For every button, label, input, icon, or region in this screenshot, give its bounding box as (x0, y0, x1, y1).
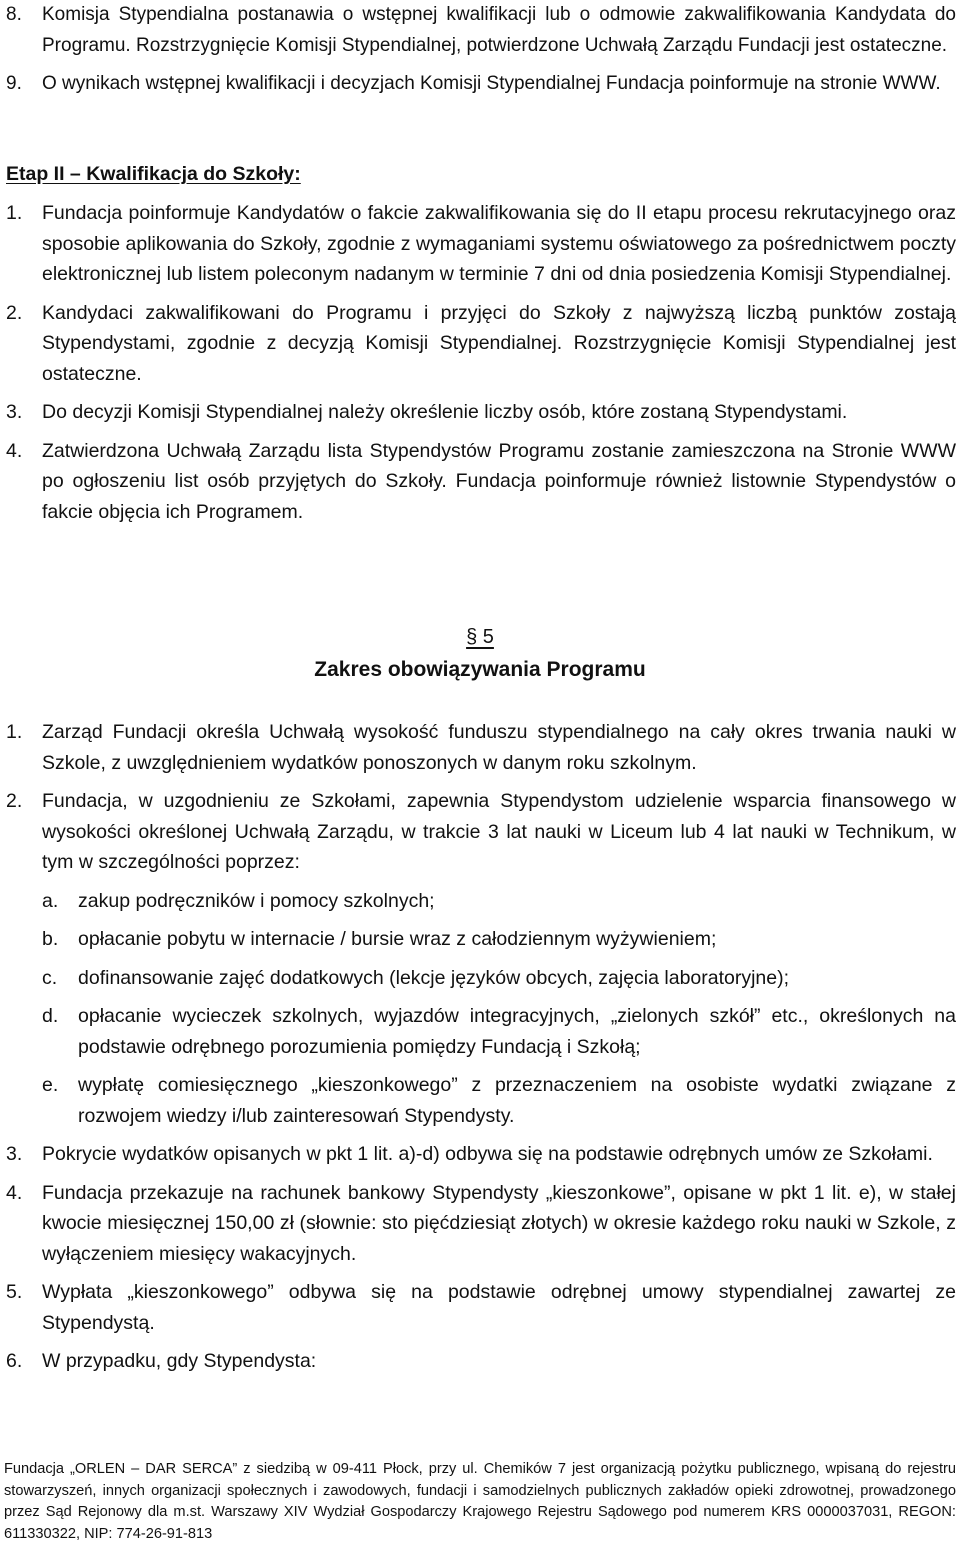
item-text: Fundacja poinformuje Kandydatów o fakcie zakwalifikowania się do II etapu procesu rekrutacyjnego oraz sposobie aplikowania do Szkoły, zgodnie z wymaganiami systemu oświatowego za pośrednictwem poczty elektronicznej lub listem poleconym nadanym w terminie 7 dni od dnia posiedzenia Komisji Stypendialnej. (42, 202, 956, 285)
item-text: O wynikach wstępnej kwalifikacji i decyzjach Komisji Stypendialnej Fundacja poinformuje na stronie WWW. (42, 73, 941, 94)
item-number: 1. (6, 202, 23, 224)
item-text: Fundacja, w uzgodnieniu ze Szkołami, zapewnia Stypendystom udzielenie wsparcia finansowego w wysokości określonej Uchwałą Zarządu, w trakcie 3 lat nauki w Liceum lub 4 lat nauki w Technikum, w tym w szczególności poprzez: (42, 790, 956, 873)
list-item (6, 1139, 956, 1170)
item-text: opłacanie wycieczek szkolnych, wyjazdów integracyjnych, „zielonych szkół” etc., określonych na podstawie odrębnego porozumienia pomiędzy Fundacją i Szkołą; (78, 1005, 956, 1058)
item-text: wypłatę comiesięcznego „kieszonkowego” z przeznaczeniem na osobiste wydatki związane z rozwojem wiedzy i/lub zainteresowań Stypendysty. (78, 1074, 956, 1127)
list-item (6, 198, 956, 290)
item-text: Zatwierdzona Uchwałą Zarządu lista Stypendystów Programu zostanie zamieszczona na Stronie WWW po ogłoszeniu list osób przyjętych do Szkoły. Fundacja poinformuje również listownie Stypendystów o fakcie objęcia ich Programem. (42, 439, 956, 523)
stage-heading: Etap II – Kwalifikacja do Szkoły: (6, 163, 301, 185)
section-sign: § 5 (466, 626, 494, 648)
item-letter: a. (42, 889, 59, 912)
list-item (6, 397, 956, 428)
top-list (6, 0, 956, 100)
item-number: 3. (6, 1143, 23, 1165)
item-text: Kandydaci zakwalifikowani do Programu i przyjęci do Szkoły z najwyższą liczbą punktów zostają Stypendystami, zgodnie z decyzją Komisji Stypendialnej. Rozstrzygnięcie Komisji Stypendialnej jest ostateczne. (42, 301, 956, 385)
item-number: 5. (6, 1281, 23, 1303)
item-number: 9. (6, 73, 22, 94)
section-list (6, 717, 956, 1377)
list-item-8 (6, 0, 956, 61)
item-number: 2. (6, 790, 23, 812)
item-text: Pokrycie wydatków opisanych w pkt 1 lit. a)-d) odbywa się na podstawie odrębnych umów ze Szkołami. (42, 1143, 933, 1165)
list-item (6, 1178, 956, 1270)
list-item (6, 786, 956, 878)
item-text: W przypadku, gdy Stypendysta: (42, 1350, 317, 1372)
item-number: 6. (6, 1350, 23, 1372)
item-number: 1. (6, 721, 23, 743)
item-letter: e. (42, 1074, 59, 1096)
item-number: 8. (6, 4, 22, 25)
item-number: 3. (6, 401, 23, 423)
sub-list-item (6, 963, 956, 994)
item-text: Zarząd Fundacji określa Uchwałą wysokość funduszu stypendialnego na cały okres trwania nauki w Szkole, z uwzględnieniem wydatków ponoszonych w danym roku szkolnym. (42, 721, 956, 774)
list-item (6, 717, 956, 778)
sub-list-item (6, 1070, 956, 1131)
item-text: Wypłata „kieszonkowego” odbywa się na podstawie odrębnej umowy stypendialnej zawartej ze Stypendystą. (42, 1281, 956, 1334)
list-item (6, 1346, 956, 1377)
item-number: 4. (6, 1181, 23, 1204)
sub-list-item (6, 924, 956, 955)
list-item (6, 1277, 956, 1338)
item-text: Komisja Stypendialna postanawia o wstępnej kwalifikacji lub o odmowie zakwalifikowania Kandydata do Programu. Rozstrzygnięcie Komisji Stypendialnej, potwierdzone Uchwałą Zarządu Fundacji jest ostateczne. (42, 4, 956, 56)
sub-list-item (6, 1001, 956, 1062)
item-letter: d. (42, 1005, 59, 1027)
item-text: Fundacja przekazuje na rachunek bankowy Stypendysty „kieszonkowe”, opisane w pkt 1 lit. e), w stałej kwocie miesięcznej 150,00 zł (słownie: sto pięćdziesiąt złotych) w okresie każdego roku nauki w Szkole, z wyłączeniem miesięcy wakacyjnych. (42, 1181, 956, 1265)
stage-list (6, 198, 956, 527)
list-item (6, 436, 956, 528)
item-letter: b. (42, 928, 59, 950)
list-item-9 (6, 69, 956, 100)
item-number: 2. (6, 301, 23, 324)
item-text: dofinansowanie zajęć dodatkowych (lekcje języków obcych, zajęcia laboratoryjne); (78, 966, 790, 989)
page-footer: Fundacja „ORLEN – DAR SERCA” z siedzibą w 09-411 Płock, przy ul. Chemików 7 jest organizacją pożytku publicznego, wpisaną do rejestru stowarzyszeń, innych organizacji społecznych i zawodowych, fundacji i samodzielnych publicznych zakładów opieki zdrowotnej, prowadzonego przez Sąd Rejonowy dla m.st. Warszawy XIV Wydział Gospodarczy Krajowego Rejestru Sądowego pod numerem KRS 0000037031, REGON: 611330322, NIP: 774-26-91-813 (4, 1461, 956, 1542)
item-text: Do decyzji Komisji Stypendialnej należy określenie liczby osób, które zostaną Stypendystami. (42, 401, 848, 423)
sub-list-item (6, 886, 956, 917)
section-title: Zakres obowiązywania Programu (314, 658, 646, 681)
section-number (0, 625, 960, 649)
item-letter: c. (42, 966, 58, 989)
item-text: opłacanie pobytu w internacie / bursie wraz z całodziennym wyżywieniem; (78, 928, 717, 950)
list-item (6, 298, 956, 390)
item-number: 4. (6, 439, 23, 462)
item-text: zakup podręczników i pomocy szkolnych; (78, 889, 435, 912)
